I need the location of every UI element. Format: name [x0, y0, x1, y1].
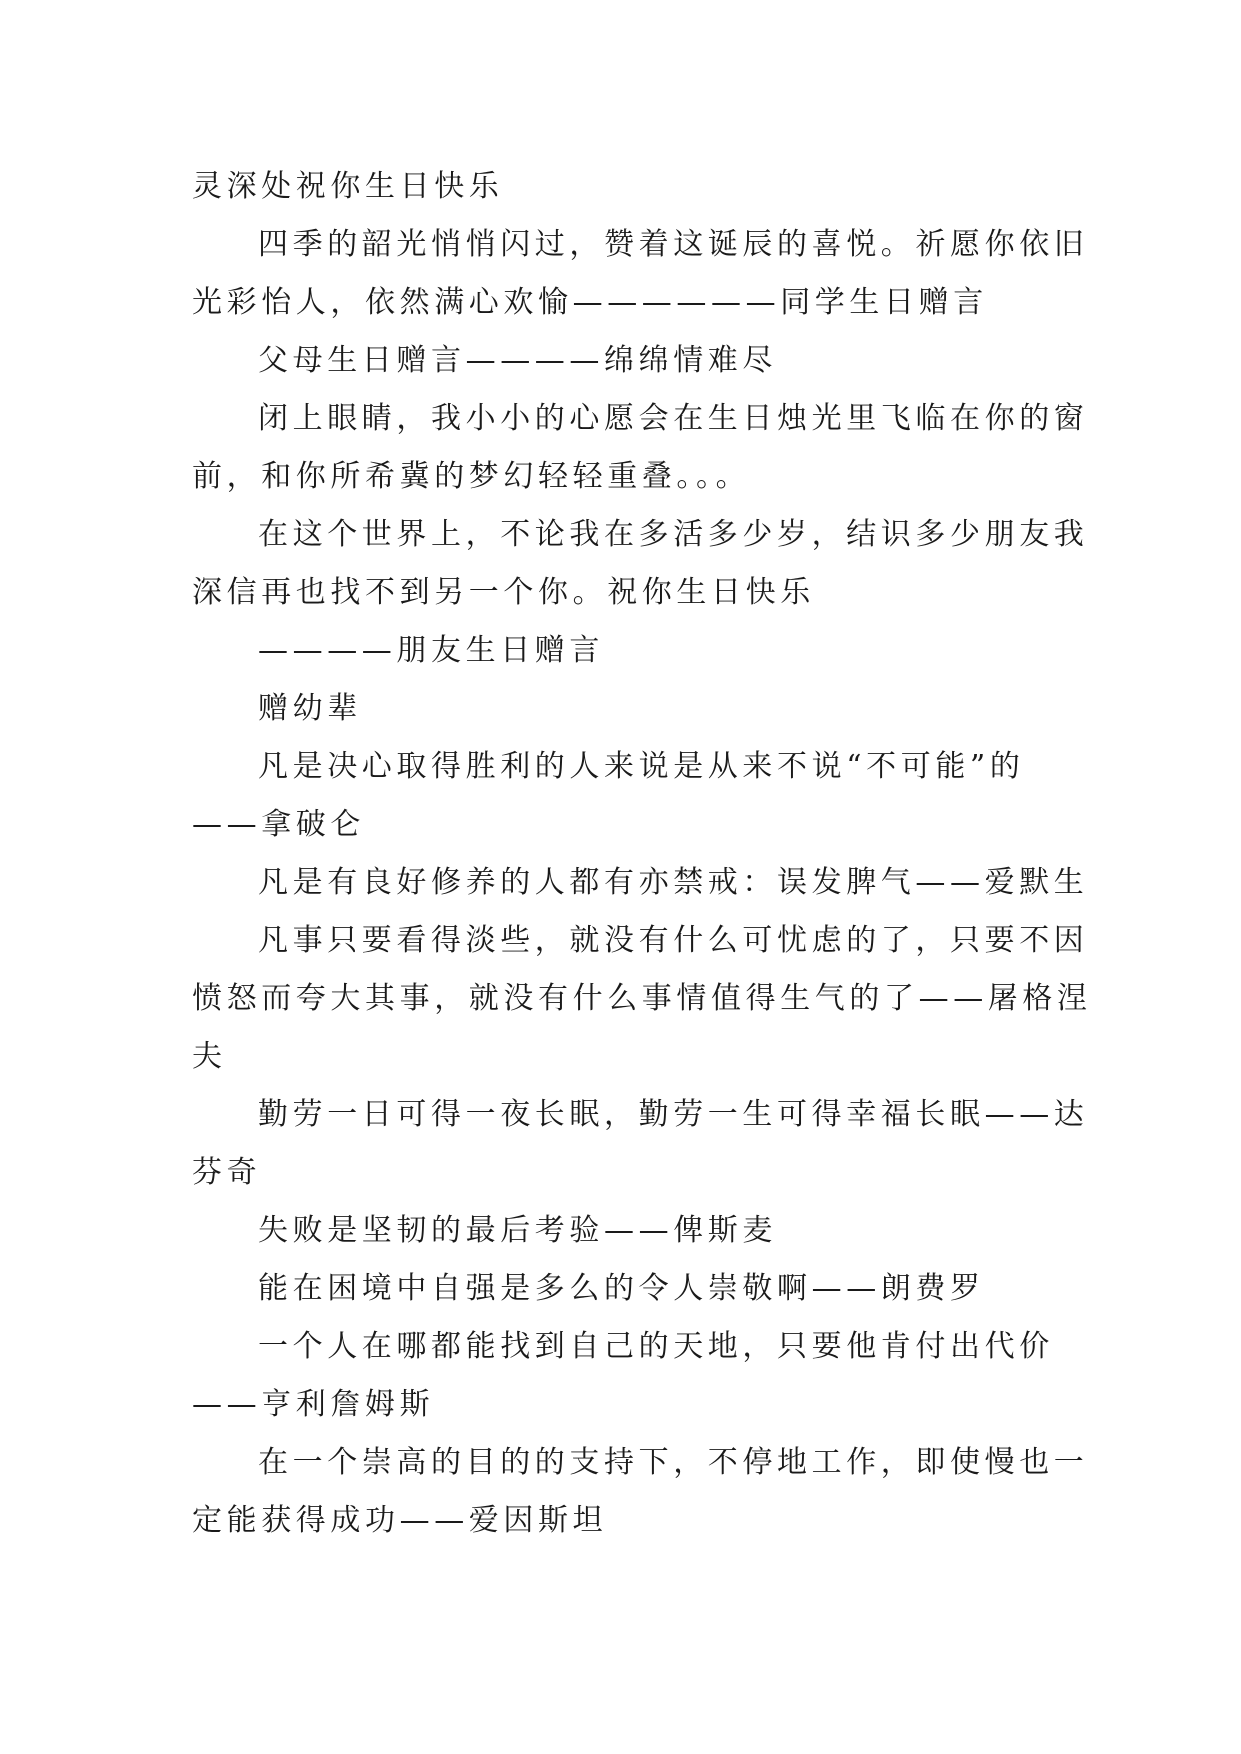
text-line: 勤劳一日可得一夜长眠，勤劳一生可得幸福长眠——达	[258, 1097, 1089, 1132]
body-text	[192, 158, 1092, 1550]
text-line: 能在困境中自强是多么的令人崇敬啊——朗费罗	[258, 1271, 985, 1306]
text-line: ——亨利詹姆斯	[192, 1387, 435, 1422]
text-line: 一个人在哪都能找到自己的天地，只要他肯付出代价	[258, 1329, 1054, 1364]
text-line: 父母生日赠言————绵绵情难尽	[258, 343, 777, 378]
text-line: 在一个崇高的目的的支持下，不停地工作，即使慢也一	[258, 1445, 1089, 1480]
text-line: 凡是决心取得胜利的人来说是从来不说“不可能”的	[258, 749, 1025, 784]
text-line: 凡是有良好修养的人都有亦禁戒：误发脾气——爱默生	[258, 865, 1089, 900]
text-line: 愤怒而夸大其事，就没有什么事情值得生气的了——屠格涅	[192, 981, 1092, 1016]
text-line: 四季的韶光悄悄闪过，赞着这诞辰的喜悦。祈愿你依旧	[258, 227, 1089, 262]
text-line: 闭上眼睛，我小小的心愿会在生日烛光里飞临在你的窗	[258, 401, 1089, 436]
text-line: ————朋友生日赠言	[258, 633, 604, 668]
text-line: 光彩怡人，依然满心欢愉——————同学生日赠言	[192, 285, 988, 320]
text-line: 赠幼辈	[258, 691, 362, 726]
text-line: 在这个世界上，不论我在多活多少岁，结识多少朋友我	[258, 517, 1089, 552]
text-line: 定能获得成功——爱因斯坦	[192, 1503, 608, 1538]
text-line: 芬奇	[192, 1155, 262, 1190]
text-line: 深信再也找不到另一个你。祝你生日快乐	[192, 575, 815, 610]
text-line: 夫	[192, 1039, 227, 1074]
text-line: ——拿破仑	[192, 807, 365, 842]
text-line: 凡事只要看得淡些，就没有什么可忧虑的了，只要不因	[258, 923, 1089, 958]
text-line: 前，和你所希冀的梦幻轻轻重叠。。。	[192, 459, 751, 494]
text-line: 失败是坚韧的最后考验——俾斯麦	[258, 1213, 777, 1248]
text-line: 灵深处祝你生日快乐	[192, 169, 504, 204]
